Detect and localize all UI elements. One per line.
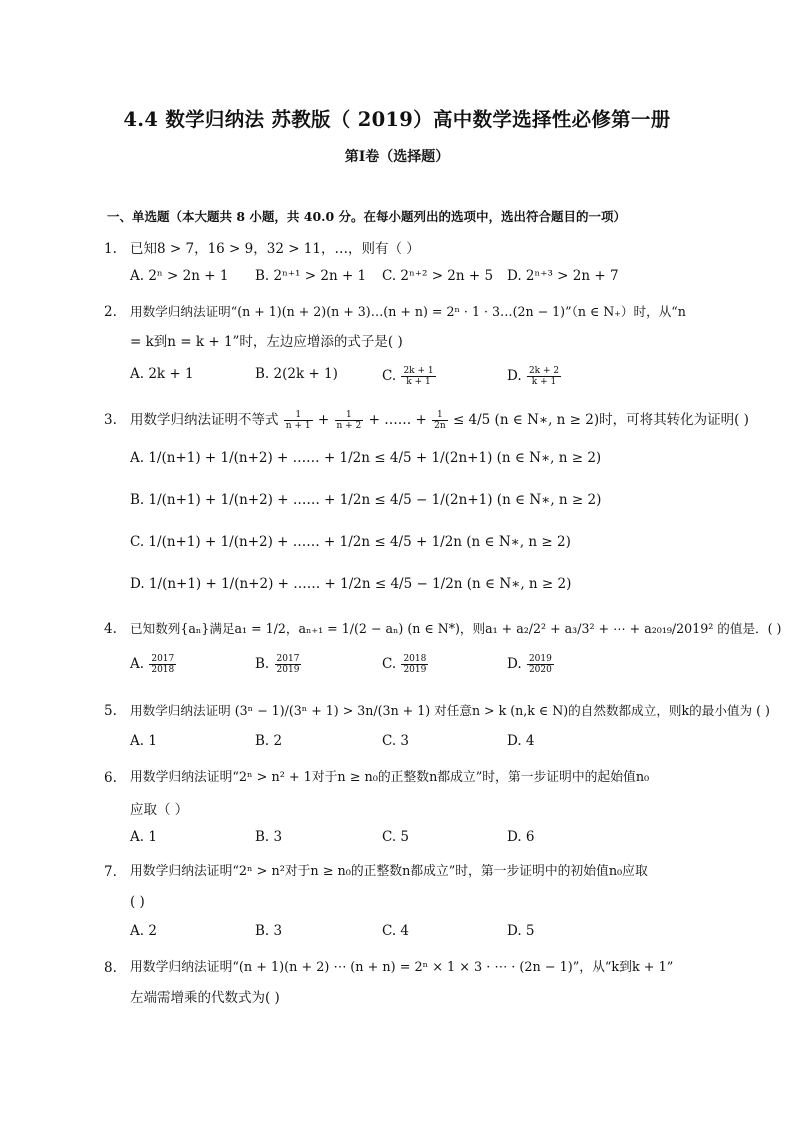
denominator: n + 2 — [336, 421, 362, 431]
option-b[interactable] — [255, 654, 302, 675]
question-number: 7. — [104, 864, 117, 880]
stem-text: + …… + — [368, 412, 427, 428]
fraction — [335, 410, 364, 431]
denominator: k + 1 — [406, 377, 431, 387]
option-d[interactable] — [507, 654, 555, 675]
fraction — [275, 654, 302, 675]
option-b[interactable]: B. 2(2k + 1) — [255, 366, 338, 382]
numerator: 2019 — [528, 654, 552, 664]
option-c[interactable]: C. 5 — [382, 829, 410, 845]
question-stem: 已知8 > 7，16 > 9，32 > 11，…，则有（ ） — [130, 241, 420, 257]
numerator: 1 — [335, 410, 364, 421]
question-2 — [104, 298, 704, 356]
option-b[interactable]: B. 3 — [255, 923, 283, 939]
question-number: 1. — [104, 241, 117, 257]
question-stem: 用数学归纳法证明不等式 $\frac{1}{n + 1}$ + $\frac{1}{n + 2}$ + …… + $\frac{1}{2n}$ ≤ 4/5 (n ∈ N∗, n ≥ 2)时，可将其转化为证明( ) — [130, 410, 749, 431]
question-stem-line2: 应取（ ） — [130, 802, 189, 818]
fraction — [401, 654, 428, 675]
numerator: 1 — [432, 410, 448, 421]
option-c[interactable]: C. 4 — [382, 923, 410, 939]
question-stem-line1: 用数学归纳法证明“(n + 1)(n + 2)(n + 3)…(n + n) = 2ⁿ · 1 · 3…(2n − 1)”（n ∈ N₊）时，从“n — [130, 304, 686, 319]
question-stem-line2: = k到n = k + 1”时，左边应增添的式子是( ) — [130, 334, 403, 350]
option-c[interactable]: C. 1/(n+1) + 1/(n+2) + …… + 1/2n ≤ 4/5 + 1/2n (n ∈ N∗, n ≥ 2) — [130, 534, 571, 550]
option-d[interactable]: D. 2ⁿ⁺³ > 2n + 7 — [507, 268, 619, 284]
option-a[interactable]: A. 2k + 1 — [130, 366, 194, 382]
question-5-options — [130, 733, 710, 759]
question-stem-line1: 用数学归纳法证明“2ⁿ > n²对于n ≥ n₀的正整数n都成立”时，第一步证明中的初始值n₀应取 — [130, 864, 648, 879]
denominator: 2019 — [403, 665, 427, 675]
numerator: 2018 — [403, 654, 427, 664]
question-stem-line2: ( ) — [130, 894, 145, 910]
question-5 — [104, 697, 770, 725]
option-a[interactable] — [130, 654, 177, 675]
question-6 — [104, 764, 704, 824]
section-subtitle: 第Ⅰ卷（选择题） — [344, 149, 450, 165]
option-b[interactable]: B. 2 — [255, 733, 283, 749]
question-stem-line1: 用数学归纳法证明“2ⁿ > n² + 1对于n ≥ n₀的正整数n都成立”时，第一步证明中的起始值n₀ — [130, 770, 650, 785]
option-c[interactable]: C. 3 — [382, 733, 410, 749]
option-a[interactable]: A. 1 — [130, 829, 157, 845]
fraction — [527, 654, 554, 675]
question-number: 5. — [104, 703, 117, 719]
option-label: C. — [382, 656, 397, 672]
numerator: 2k + 1 — [403, 366, 434, 376]
question-stem: 用数学归纳法证明 (3ⁿ − 1)/(3ⁿ + 1) > 3n/(3n + 1) 对任意n > k (n,k ∈ N)的自然数都成立，则k的最小值为 ( ) — [130, 703, 770, 718]
question-stem: 已知数列{aₙ}满足a₁ = 1/2，aₙ₊₁ = 1/(2 − aₙ) (n ∈ N*)，则a₁ + a₂/2² + a₃/3² + ⋯ + a₂₀₁₉/2019² 的值是．( ) — [130, 621, 782, 636]
question-7-options — [130, 923, 710, 949]
option-label: D. — [507, 368, 522, 384]
option-d[interactable]: D. 4 — [507, 733, 535, 749]
question-7 — [104, 858, 704, 916]
question-stem-line1: 用数学归纳法证明“(n + 1)(n + 2) ⋯ (n + n) = 2ⁿ × 1 × 3 · ⋯ · (2n − 1)”，从“k到k + 1” — [130, 960, 674, 975]
question-1-options — [130, 268, 710, 294]
question-4-options — [130, 654, 710, 680]
stem-text: ≤ 4/5 (n ∈ N∗, n ≥ 2)时，可将其转化为证明( ) — [452, 412, 749, 428]
question-6-options — [130, 829, 710, 855]
option-b[interactable]: B. 2ⁿ⁺¹ > 2n + 1 — [255, 268, 367, 284]
fraction — [149, 654, 176, 675]
denominator: 2018 — [151, 665, 175, 675]
option-b[interactable]: B. 1/(n+1) + 1/(n+2) + …… + 1/2n ≤ 4/5 − 1/(2n+1) (n ∈ N∗, n ≥ 2) — [130, 492, 602, 508]
option-d[interactable]: D. 6 — [507, 829, 535, 845]
denominator: 2020 — [528, 665, 552, 675]
denominator: n + 1 — [285, 421, 311, 431]
option-d[interactable] — [507, 366, 562, 387]
fraction — [527, 366, 561, 387]
question-number: 3. — [104, 412, 117, 428]
denominator: 2n — [434, 421, 446, 431]
option-label: C. — [382, 368, 397, 384]
question-4 — [104, 615, 782, 643]
fraction — [284, 410, 313, 431]
option-label: D. — [507, 656, 522, 672]
option-c[interactable] — [382, 654, 429, 675]
question-2-options — [130, 366, 710, 392]
question-number: 6. — [104, 770, 117, 786]
fraction — [432, 410, 448, 431]
numerator: 2017 — [276, 654, 300, 664]
question-number: 8. — [104, 960, 117, 976]
question-3 — [104, 406, 749, 434]
question-8 — [104, 954, 704, 1012]
option-a[interactable]: A. 1/(n+1) + 1/(n+2) + …… + 1/2n ≤ 4/5 + 1/(2n+1) (n ∈ N∗, n ≥ 2) — [130, 450, 602, 466]
option-c[interactable]: C. 2ⁿ⁺² > 2n + 5 — [382, 268, 494, 284]
fraction — [401, 366, 435, 387]
question-1 — [104, 235, 704, 263]
question-number: 4. — [104, 621, 117, 637]
option-b[interactable]: B. 3 — [255, 829, 283, 845]
stem-text: 用数学归纳法证明不等式 — [130, 412, 279, 428]
denominator: k + 1 — [531, 377, 557, 387]
option-c[interactable] — [382, 366, 437, 387]
option-label: A. — [130, 656, 145, 672]
option-label: B. — [255, 656, 270, 672]
question-number: 2. — [104, 304, 117, 320]
option-d[interactable]: D. 1/(n+1) + 1/(n+2) + …… + 1/2n ≤ 4/5 − 1/2n (n ∈ N∗, n ≥ 2) — [130, 576, 572, 592]
option-d[interactable]: D. 5 — [507, 923, 535, 939]
numerator: 2017 — [151, 654, 175, 664]
option-a[interactable]: A. 1 — [130, 733, 157, 749]
option-a[interactable]: A. 2ⁿ > 2n + 1 — [130, 268, 229, 284]
denominator: 2019 — [276, 665, 300, 675]
numerator: 2k + 2 — [528, 366, 560, 376]
question-stem-line2: 左端需增乘的代数式为( ) — [130, 990, 280, 1006]
section-heading: 一、单选题（本大题共 8 小题，共 40.0 分。在每小题列出的选项中，选出符合题目的一项） — [107, 209, 627, 224]
document-title: 4.4 数学归纳法 苏教版（ 2019）高中数学选择性必修第一册 — [123, 108, 671, 131]
numerator: 1 — [284, 410, 313, 421]
option-a[interactable]: A. 2 — [130, 923, 157, 939]
